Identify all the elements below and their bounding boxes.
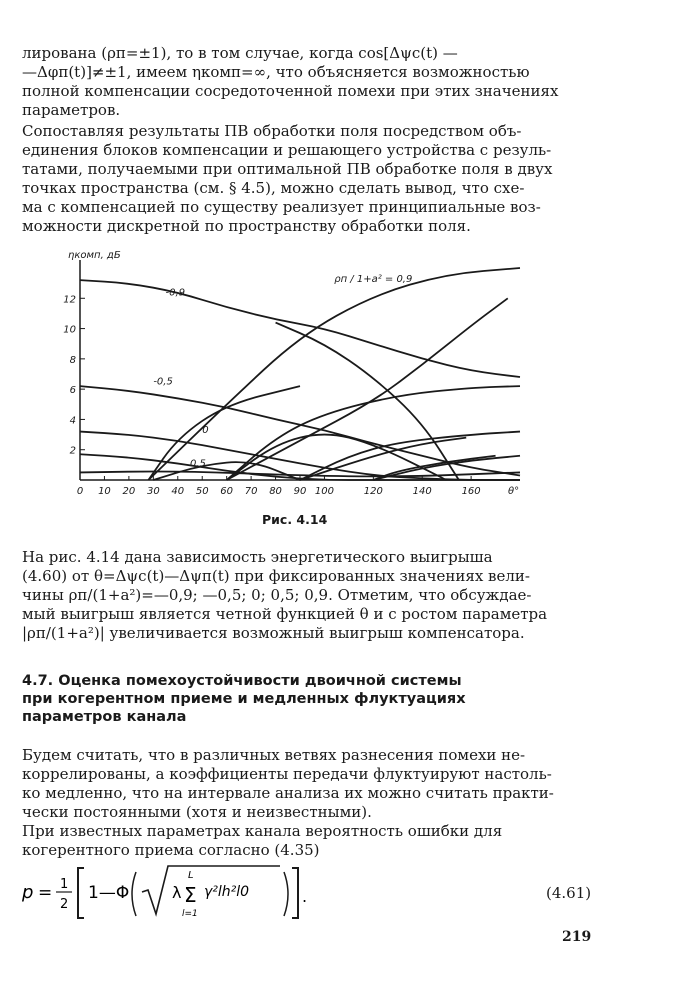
x-tick-label: 0 — [76, 486, 84, 497]
x-tick-label: 90 — [293, 486, 307, 497]
paragraph-3 — [22, 548, 568, 643]
x-tick-label: 160 — [461, 486, 481, 497]
y-tick-label: 6 — [69, 385, 76, 397]
formula-4-61 — [18, 862, 578, 922]
text-line: параметров. — [22, 101, 121, 119]
figure-4-14 — [60, 248, 540, 508]
y-tick-label: 12 — [63, 294, 76, 306]
y-axis-label: ηкомп, дБ — [68, 250, 121, 261]
formula-term: γ²lh²l0 — [204, 884, 250, 900]
curve-label: 0,5 — [190, 458, 206, 470]
text-line: Сопоставляя результаты ПВ обработки поля посредством объ- — [22, 122, 522, 140]
y-tick-label: 4 — [69, 415, 76, 427]
text-line: лирована (ρп=±1), то в том случае, когда cos[Δψс(t) — — [22, 44, 458, 62]
x-tick-label: 70 — [244, 486, 258, 497]
right-paren — [284, 872, 288, 916]
text-line: когерентного приема согласно (4.35) — [22, 841, 320, 859]
curve-label: -0,5 — [153, 376, 173, 388]
formula-one-minus: 1—Φ — [88, 883, 130, 903]
paragraph-2 — [22, 122, 568, 236]
formula-sum-bottom: l=1 — [182, 909, 198, 919]
text-line: чески постоянными (хотя и неизвестными). — [22, 803, 372, 821]
equation-number: (4.61) — [546, 884, 592, 902]
formula-sum-top: L — [188, 870, 194, 881]
section-heading — [22, 672, 466, 726]
text-line: (4.60) от θ=Δψс(t)—Δψп(t) при фиксированных значениях вели- — [22, 567, 530, 585]
x-axis-label: θ° — [508, 486, 520, 497]
text-line: полной компенсации сосредоточенной помехи при этих значениях — [22, 82, 559, 100]
left-bracket — [78, 868, 84, 918]
formula-equals: = — [38, 883, 53, 903]
formula-frac-num: 1 — [60, 877, 69, 892]
text-line: На рис. 4.14 дана зависимость энергетического выигрыша — [22, 548, 493, 566]
param-label: ρп / 1+a² = 0,9 — [334, 274, 413, 285]
heading-line: параметров канала — [22, 709, 187, 725]
x-tick-label: 120 — [363, 486, 383, 497]
series-line — [80, 280, 520, 377]
formula-lhs: p — [22, 882, 34, 903]
text-line: чины ρп/(1+a²)=—0,9; —0,5; 0; 0,5; 0,9. Отметим, что обсуждае- — [22, 586, 532, 604]
text-line: мый выигрыш является четной функцией θ и с ростом параметра — [22, 605, 548, 623]
heading-line: при когерентном приеме и медленных флуктуациях — [22, 691, 466, 707]
chart-curves — [80, 268, 520, 480]
x-tick-label: 40 — [171, 486, 185, 497]
series-line — [148, 386, 300, 480]
right-bracket — [292, 868, 298, 918]
curve-label: -0,9 — [165, 287, 186, 299]
paragraph-5 — [22, 822, 568, 860]
x-tick-label: 50 — [195, 486, 209, 497]
series-line — [80, 386, 520, 475]
x-tick-label: 20 — [122, 486, 136, 497]
text-line: коррелированы, а коэффициенты передачи флуктуируют настоль- — [22, 765, 552, 783]
formula-frac-den: 2 — [60, 897, 69, 912]
text-line: Будем считать, что в различных ветвях разнесения помехи не- — [22, 746, 526, 764]
text-line: единения блоков компенсации и решающего устройства с резуль- — [22, 141, 552, 159]
x-tick-label: 10 — [98, 486, 111, 497]
curve-label: 0 — [202, 425, 209, 437]
page-number: 219 — [562, 929, 592, 945]
sum-sign: Σ — [184, 883, 197, 907]
series-line — [300, 432, 520, 480]
series-line — [276, 323, 459, 480]
y-tick-label: 2 — [69, 445, 76, 457]
series-line — [300, 438, 466, 480]
figure-caption: Рис. 4.14 — [262, 512, 328, 527]
y-tick-label: 8 — [69, 354, 76, 366]
x-tick-label: 60 — [220, 486, 234, 497]
x-tick-label: 30 — [146, 486, 160, 497]
x-tick-label: 140 — [412, 486, 432, 497]
text-line: При известных параметрах канала вероятность ошибки для — [22, 822, 503, 840]
formula-lambda: λ — [172, 883, 182, 902]
heading-line: 4.7. Оценка помехоустойчивости двоичной системы — [22, 673, 462, 689]
chart-axes — [80, 260, 520, 480]
x-tick-label: 100 — [314, 486, 334, 497]
text-line: —Δφп(t)]≠±1, имеем ηкомп=∞, что объясняется возможностью — [22, 63, 530, 81]
text-line: можности дискретной по пространству обработки поля. — [22, 217, 471, 235]
y-tick-label: 10 — [63, 324, 76, 336]
text-line: ма с компенсацией по существу реализует принципиальные воз- — [22, 198, 541, 216]
text-line: ко медленно, что на интервале анализа их можно считать практи- — [22, 784, 554, 802]
left-paren — [132, 872, 136, 916]
text-line: |ρп/(1+a²)| увеличивается возможный выигрыш компенсатора. — [22, 624, 525, 642]
paragraph-4 — [22, 746, 568, 822]
formula-end: . — [302, 887, 308, 906]
text-line: точках пространства (см. § 4.5), можно сделать вывод, что схе- — [22, 179, 525, 197]
paragraph-1 — [22, 44, 568, 120]
x-tick-label: 80 — [269, 486, 282, 497]
chart-labels — [63, 250, 519, 497]
text-line: татами, получаемыми при оптимальной ПВ обработке поля в двух — [22, 160, 553, 178]
